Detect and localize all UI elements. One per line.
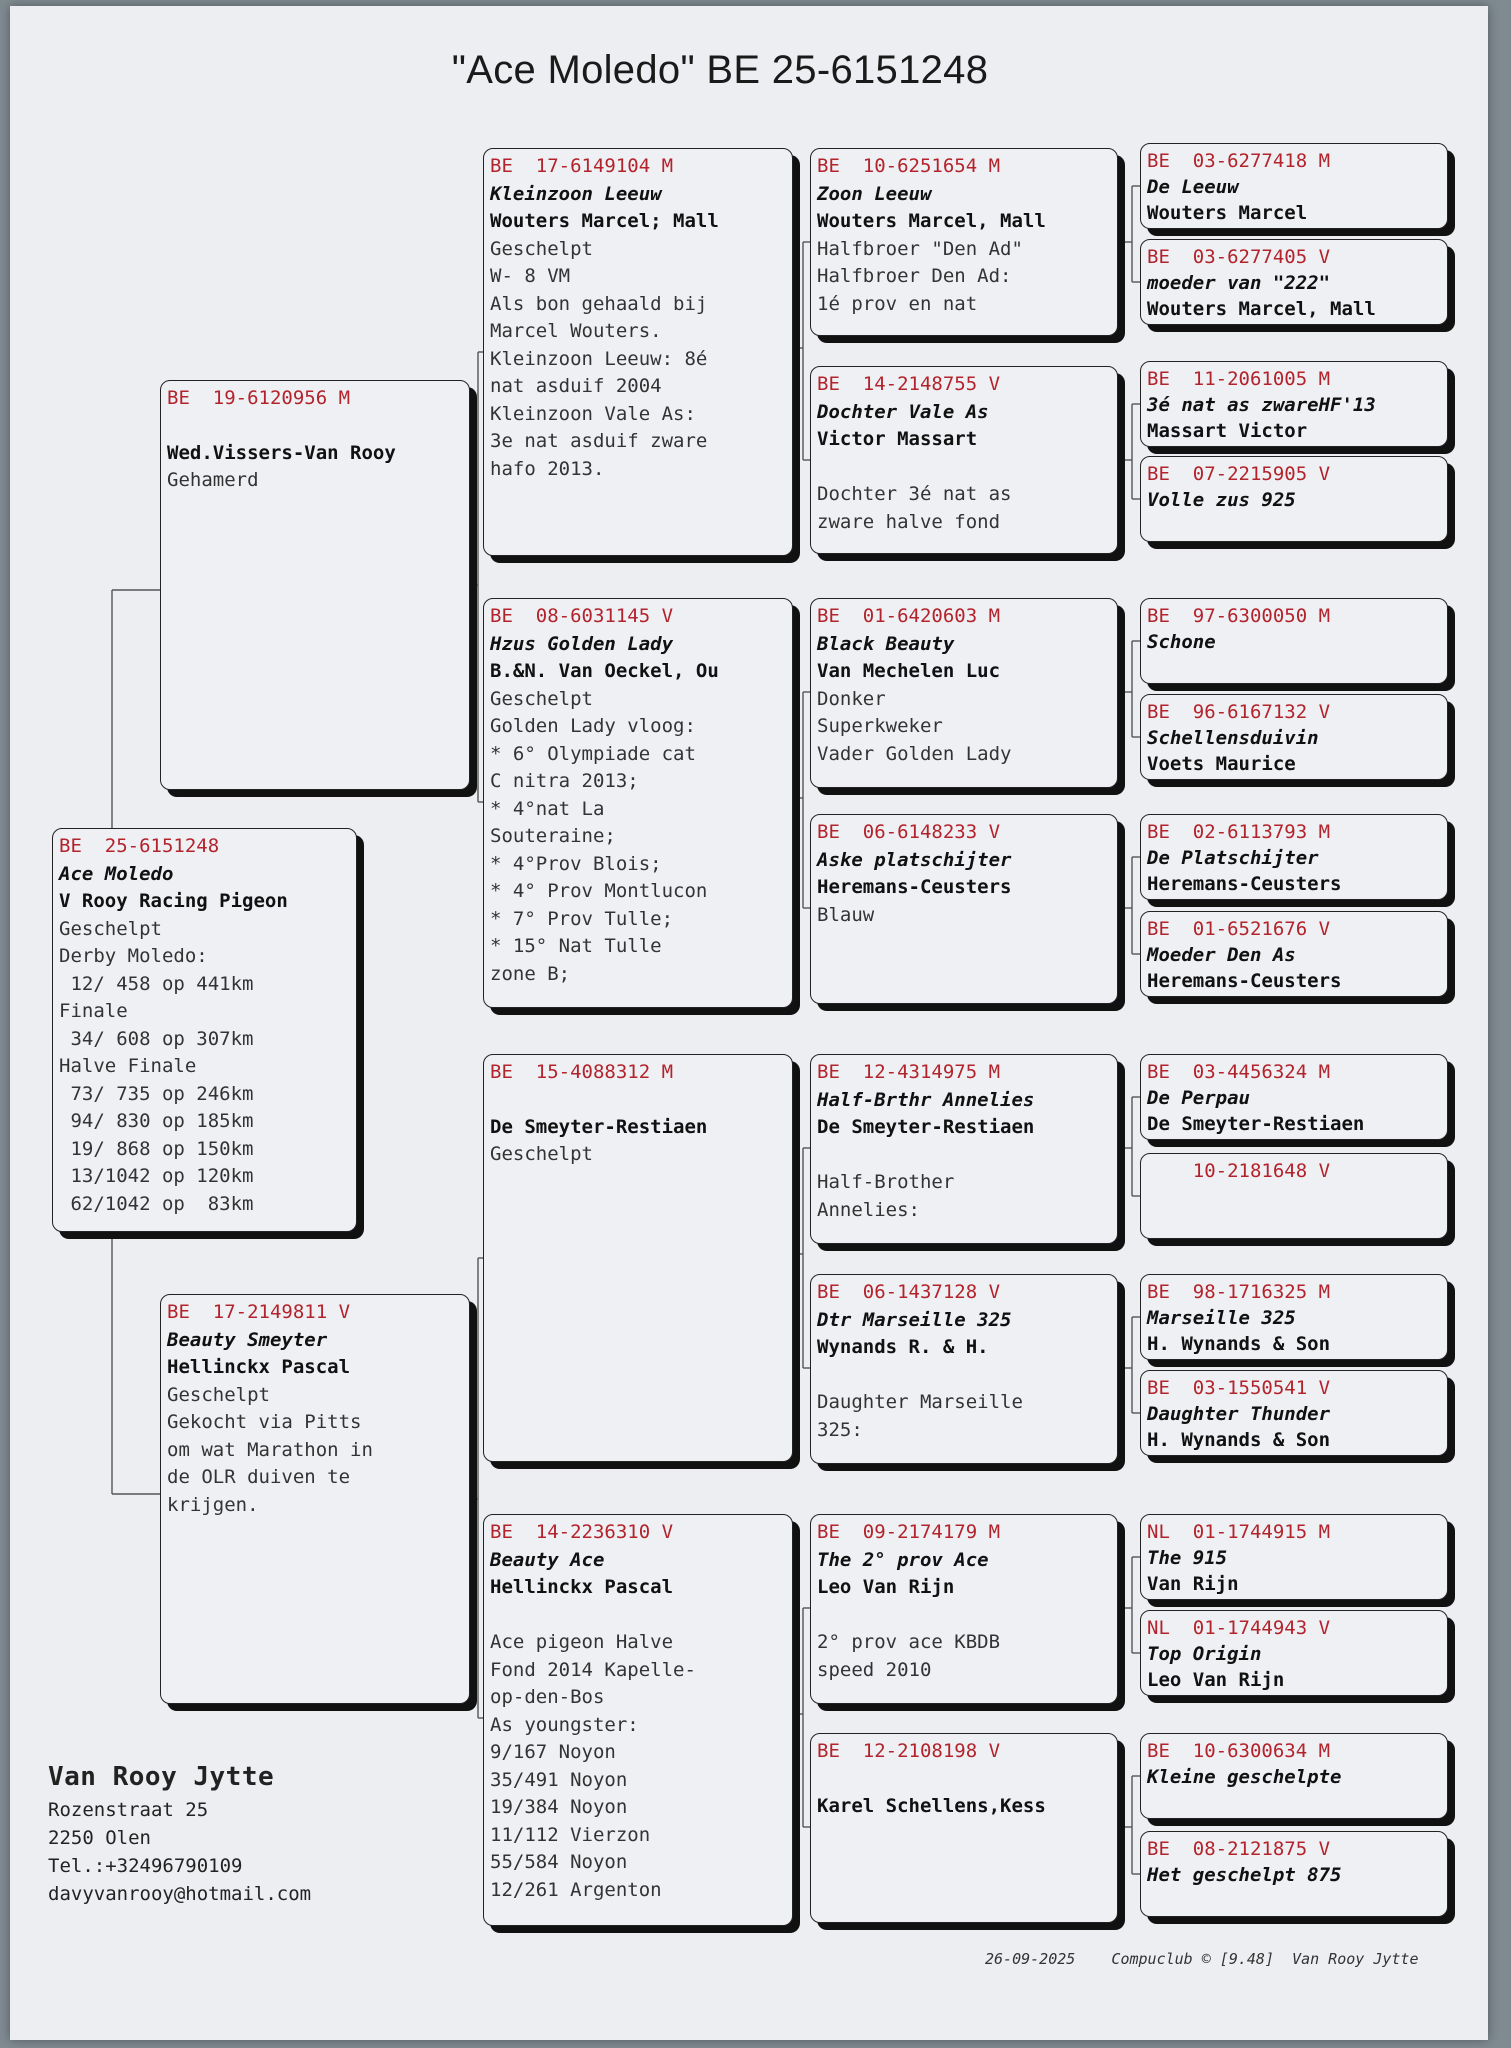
pedigree-note: Kleinzoon Vale As: <box>490 402 696 425</box>
pedigree-note: Fond 2014 Kapelle- <box>490 1658 696 1681</box>
ring-number: BE 97-6300050 M <box>1147 605 1331 627</box>
owner-name: Van Mechelen Luc <box>817 660 1001 682</box>
pedigree-note: Kleinzoon Leeuw: 8é <box>490 347 708 370</box>
pedigree-note: hafo 2013. <box>490 457 605 480</box>
pedigree-note: 34/ 608 op 307km <box>59 1027 254 1050</box>
pedigree-card-g4_6 <box>1140 814 1448 900</box>
pedigree-note: Geschelpt <box>490 687 593 710</box>
pedigree-card-sss <box>810 148 1118 336</box>
pigeon-name: The 915 <box>1147 1547 1228 1569</box>
page-title: "Ace Moledo" BE 25-6151248 <box>451 48 989 92</box>
pedigree-card-ss <box>483 148 793 556</box>
ring-number: BE 02-6113793 M <box>1147 821 1331 843</box>
pigeon-name: De Platschijter <box>1147 847 1319 869</box>
pigeon-name: Beauty Smeyter <box>167 1328 328 1351</box>
pedigree-note: Als bon gehaald bij <box>490 292 708 315</box>
owner-name: Wouters Marcel; Mall <box>490 210 719 232</box>
breeder-address <box>48 1758 311 1908</box>
owner-name: Heremans-Ceusters <box>1147 970 1342 992</box>
owner-name: Wouters Marcel <box>1147 202 1308 224</box>
ring-number: 10-2181648 V <box>1147 1160 1331 1182</box>
ring-number: BE 03-1550541 V <box>1147 1377 1331 1399</box>
pedigree-note: 55/584 Noyon <box>490 1851 628 1873</box>
pedigree-card-g4_14 <box>1140 1733 1448 1819</box>
pedigree-note: 1é prov en nat <box>817 292 978 315</box>
pigeon-name: Ace Moledo <box>59 862 174 885</box>
ring-number: BE 11-2061005 M <box>1147 368 1331 390</box>
pedigree-card-g4_15 <box>1140 1831 1448 1917</box>
pedigree-card-dd <box>483 1514 793 1926</box>
pedigree-card-g4_7 <box>1140 911 1448 997</box>
owner-name: H. Wynands & Son <box>1147 1333 1331 1355</box>
pedigree-card-g4_5 <box>1140 694 1448 780</box>
pedigree-note: Marcel Wouters. <box>490 320 662 342</box>
pigeon-name: Half-Brthr Annelies <box>817 1088 1035 1111</box>
owner-name: Victor Massart <box>817 428 978 450</box>
owner-name: Van Rijn <box>1147 1573 1239 1595</box>
owner-name: Massart Victor <box>1147 420 1308 442</box>
ring-number: NL 01-1744943 V <box>1147 1617 1331 1639</box>
ring-number: BE 25-6151248 <box>59 835 220 857</box>
pigeon-name: Dochter Vale As <box>817 400 989 423</box>
pedigree-card-g4_13 <box>1140 1610 1448 1696</box>
ring-number: BE 96-6167132 V <box>1147 701 1331 723</box>
pedigree-card-ssd <box>810 366 1118 554</box>
breeder-email: davyvanrooy@hotmail.com <box>48 1883 312 1905</box>
pedigree-note: Geschelpt <box>167 1383 270 1406</box>
pedigree-note: Derby Moledo: <box>59 945 208 967</box>
pedigree-note: 35/491 Noyon <box>490 1768 628 1791</box>
pigeon-name: 3é nat as zwareHF'13 <box>1147 394 1376 416</box>
ring-number: BE 10-6300634 M <box>1147 1740 1331 1762</box>
pigeon-name: Schellensduivin <box>1147 727 1319 749</box>
pedigree-note: Annelies: <box>817 1198 920 1221</box>
pigeon-name: Kleine geschelpte <box>1147 1766 1342 1788</box>
pedigree-card-sds <box>810 598 1118 788</box>
pigeon-name: Het geschelpt 875 <box>1147 1864 1342 1886</box>
owner-name: B.&N. Van Oeckel, Ou <box>490 660 719 682</box>
pedigree-note: * 4°Prov Blois; <box>490 852 662 875</box>
breeder-city: 2250 Olen <box>48 1827 151 1849</box>
pedigree-note: 13/1042 op 120km <box>59 1165 254 1187</box>
owner-name: Leo Van Rijn <box>1147 1669 1285 1691</box>
pedigree-note: * 4° Prov Montlucon <box>490 880 708 902</box>
breeder-phone: Tel.:+32496790109 <box>48 1855 243 1877</box>
pigeon-name: Black Beauty <box>817 632 955 655</box>
ring-number: BE 17-2149811 V <box>167 1301 351 1323</box>
ring-number: BE 01-6521676 V <box>1147 918 1331 940</box>
pedigree-card-g4_1 <box>1140 239 1448 325</box>
pedigree-note: 9/167 Noyon <box>490 1741 616 1763</box>
pedigree-note <box>817 1142 1111 1170</box>
pedigree-note: * 7° Prov Tulle; <box>490 907 674 930</box>
ring-number: BE 08-2121875 V <box>1147 1838 1331 1860</box>
pedigree-note: 62/1042 op 83km <box>59 1192 254 1215</box>
ring-number: BE 03-6277418 M <box>1147 150 1331 172</box>
spacer <box>167 413 463 440</box>
pedigree-note: As youngster: <box>490 1713 639 1736</box>
spacer <box>490 1087 786 1114</box>
pedigree-note: Geschelpt <box>490 237 593 260</box>
pedigree-card-sire <box>160 380 470 790</box>
pedigree-card-g4_3 <box>1140 456 1448 542</box>
pedigree-note: Dochter 3é nat as <box>817 483 1012 505</box>
pigeon-name: The 2° prov Ace <box>817 1548 989 1571</box>
pedigree-note: om wat Marathon in <box>167 1438 373 1461</box>
pedigree-note <box>490 1602 786 1630</box>
pedigree-card-ds <box>483 1054 793 1462</box>
owner-name: De Smeyter-Restiaen <box>490 1115 708 1138</box>
owner-name: Hellinckx Pascal <box>167 1356 351 1378</box>
pedigree-note: Daughter Marseille <box>817 1391 1023 1413</box>
owner-name: Heremans-Ceusters <box>817 876 1012 898</box>
pedigree-card-ddd <box>810 1733 1118 1923</box>
ring-number: BE 14-2148755 V <box>817 373 1001 395</box>
owner-name: Leo Van Rijn <box>817 1576 955 1598</box>
owner-name: Wed.Vissers-Van Rooy <box>167 441 396 464</box>
owner-name: Wouters Marcel, Mall <box>817 210 1046 232</box>
pedigree-note <box>817 1602 1111 1630</box>
pedigree-note: * 4°nat La <box>490 797 605 820</box>
pedigree-note: Halfbroer Den Ad: <box>817 265 1012 287</box>
ring-number: BE 98-1716325 M <box>1147 1281 1331 1303</box>
pedigree-card-g4_11 <box>1140 1370 1448 1456</box>
pigeon-name: Top Origin <box>1147 1643 1262 1665</box>
pedigree-note: zware halve fond <box>817 510 1001 533</box>
pedigree-card-g4_8 <box>1140 1054 1448 1140</box>
pedigree-card-dds <box>810 1514 1118 1704</box>
ring-number: BE 06-1437128 V <box>817 1281 1001 1303</box>
pedigree-note: Geschelpt <box>490 1143 593 1165</box>
pedigree-note: Finale <box>59 1000 128 1022</box>
pedigree-card-sdd <box>810 814 1118 1004</box>
pedigree-note: Superkweker <box>817 715 943 737</box>
pigeon-name: Moeder Den As <box>1147 944 1296 966</box>
pedigree-card-g4_2 <box>1140 361 1448 447</box>
owner-name: V Rooy Racing Pigeon <box>59 890 288 912</box>
ring-number: BE 12-4314975 M <box>817 1061 1001 1083</box>
pigeon-name: Beauty Ace <box>490 1548 605 1571</box>
owner-name: Karel Schellens,Kess <box>817 1794 1046 1817</box>
pedigree-note: Blauw <box>817 903 875 926</box>
pedigree-note <box>817 454 1111 482</box>
pedigree-note: 19/384 Noyon <box>490 1796 628 1818</box>
pedigree-note: krijgen. <box>167 1493 259 1516</box>
pedigree-note: Donker <box>817 687 886 710</box>
pedigree-note: de OLR duiven te <box>167 1466 351 1488</box>
pedigree-card-g4_4 <box>1140 598 1448 684</box>
ring-number: BE 10-6251654 M <box>817 155 1001 177</box>
owner-name: Voets Maurice <box>1147 753 1296 775</box>
pigeon-name: Volle zus 925 <box>1147 489 1296 511</box>
pedigree-note: 3e nat asduif zware <box>490 430 708 452</box>
pedigree-note: Gekocht via Pitts <box>167 1411 362 1433</box>
pedigree-note: * 6° Olympiade cat <box>490 742 696 765</box>
ring-number: BE 17-6149104 M <box>490 155 674 177</box>
ring-number: BE 15-4088312 M <box>490 1061 674 1083</box>
pedigree-note: 73/ 735 op 246km <box>59 1082 254 1105</box>
pigeon-name: De Leeuw <box>1147 176 1239 198</box>
pigeon-name: Daughter Thunder <box>1147 1403 1331 1425</box>
owner-name: H. Wynands & Son <box>1147 1429 1331 1451</box>
pedigree-note: 12/261 Argenton <box>490 1878 662 1901</box>
pedigree-note: 2° prov ace KBDB <box>817 1631 1001 1653</box>
pedigree-card-g4_0 <box>1140 143 1448 229</box>
pedigree-note: Vader Golden Lady <box>817 742 1012 765</box>
breeder-name: Van Rooy Jytte <box>48 1762 275 1792</box>
pigeon-name: Dtr Marseille 325 <box>817 1308 1012 1331</box>
ring-number: BE 19-6120956 M <box>167 387 351 409</box>
owner-name: Hellinckx Pascal <box>490 1576 674 1598</box>
ring-number: BE 06-6148233 V <box>817 821 1001 843</box>
pedigree-note: speed 2010 <box>817 1658 932 1681</box>
pedigree-note: Golden Lady vloog: <box>490 715 696 737</box>
ring-number: BE 08-6031145 V <box>490 605 674 627</box>
pedigree-note: 94/ 830 op 185km <box>59 1110 254 1132</box>
owner-name: De Smeyter-Restiaen <box>1147 1113 1365 1135</box>
pedigree-note: Halfbroer "Den Ad" <box>817 237 1023 260</box>
owner-name: Heremans-Ceusters <box>1147 873 1342 895</box>
pedigree-note: Half-Brother <box>817 1171 955 1193</box>
pedigree-note: op-den-Bos <box>490 1686 605 1708</box>
pigeon-name: moeder van "222" <box>1147 272 1331 294</box>
pedigree-card-g4_10 <box>1140 1274 1448 1360</box>
pedigree-note: Ace pigeon Halve <box>490 1631 674 1653</box>
pedigree-note: * 15° Nat Tulle <box>490 935 662 957</box>
print-footer: 26-09-2025 Compuclub © [9.48] Van Rooy Jytte <box>985 1950 1419 1968</box>
pedigree-note: 12/ 458 op 441km <box>59 972 254 995</box>
pedigree-note: Souteraine; <box>490 825 616 847</box>
pedigree-note: zone B; <box>490 962 571 985</box>
ring-number: BE 09-2174179 M <box>817 1521 1001 1543</box>
pigeon-name: Zoon Leeuw <box>817 182 932 205</box>
pedigree-note: W- 8 VM <box>490 265 571 287</box>
pedigree-card-g4_12 <box>1140 1514 1448 1600</box>
spacer <box>817 1766 1111 1793</box>
pedigree-sheet <box>10 6 1488 2040</box>
ring-number: BE 03-6277405 V <box>1147 246 1331 268</box>
pedigree-card-dam <box>160 1294 470 1704</box>
owner-name: Wouters Marcel, Mall <box>1147 298 1376 320</box>
pedigree-note <box>817 1362 1111 1390</box>
pedigree-card-dsd <box>810 1274 1118 1464</box>
ring-number: BE 12-2108198 V <box>817 1740 1001 1762</box>
pedigree-note: 325: <box>817 1418 863 1441</box>
ring-number: BE 14-2236310 V <box>490 1521 674 1543</box>
pedigree-note: 19/ 868 op 150km <box>59 1137 254 1160</box>
pigeon-name: De Perpau <box>1147 1087 1250 1109</box>
pedigree-note: nat asduif 2004 <box>490 375 662 397</box>
pedigree-note: Gehamerd <box>167 469 259 491</box>
pigeon-name: Kleinzoon Leeuw <box>490 182 662 205</box>
pigeon-name: Hzus Golden Lady <box>490 632 674 655</box>
pedigree-card-sd <box>483 598 793 1008</box>
owner-name: De Smeyter-Restiaen <box>817 1116 1035 1138</box>
pedigree-card-subject <box>52 828 357 1232</box>
owner-name: Wynands R. & H. <box>817 1336 989 1358</box>
pedigree-note: C nitra 2013; <box>490 770 639 792</box>
pedigree-card-g4_9 <box>1140 1153 1448 1239</box>
pigeon-name: Marseille 325 <box>1147 1307 1296 1329</box>
pedigree-note: 11/112 Vierzon <box>490 1823 651 1846</box>
pedigree-note: Halve Finale <box>59 1055 197 1077</box>
ring-number: NL 01-1744915 M <box>1147 1521 1331 1543</box>
pigeon-name: Schone <box>1147 631 1216 653</box>
pigeon-name: Aske platschijter <box>817 848 1012 871</box>
ring-number: BE 01-6420603 M <box>817 605 1001 627</box>
breeder-street: Rozenstraat 25 <box>48 1799 209 1821</box>
ring-number: BE 07-2215905 V <box>1147 463 1331 485</box>
ring-number: BE 03-4456324 M <box>1147 1061 1331 1083</box>
pedigree-note: Geschelpt <box>59 917 162 940</box>
pedigree-card-dss <box>810 1054 1118 1244</box>
